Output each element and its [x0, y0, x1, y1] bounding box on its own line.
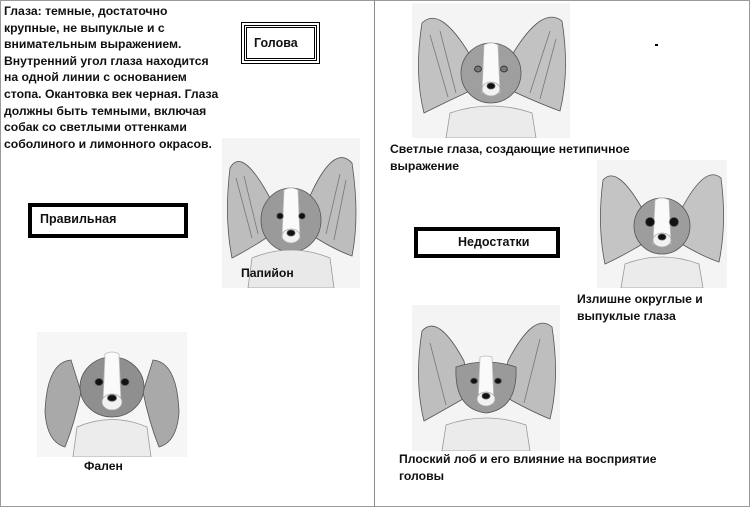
- round-eyes-image: [597, 160, 727, 288]
- correct-box: [28, 203, 188, 238]
- phalene-image: [37, 332, 187, 457]
- flat-forehead-image: [412, 305, 560, 451]
- papillon-sketch-icon: [412, 305, 560, 451]
- faults-box: [414, 227, 560, 258]
- head-box-label: Голова: [254, 36, 298, 50]
- papillon-sketch-icon: [597, 160, 727, 288]
- phalene-caption: Фален: [84, 459, 123, 473]
- round-eyes-caption: Излишне округлые и выпуклые глаза: [577, 292, 703, 323]
- head-box: [244, 25, 317, 61]
- eyes-description: Глаза: темные, достаточно крупные, не выпуклые и с внимательным выражением. Внутренний угол глаза находится на одной линии с основанием стопа. Окантовка век черная. Глаза должны быть темными, включая собак со светлыми оттенками соболиного и лимонного окрасов.: [4, 4, 219, 151]
- phalene-sketch-icon: [37, 332, 187, 457]
- light-eyes-caption: Светлые глаза, создающие нетипичное выражение: [390, 142, 630, 173]
- papillon-sketch-icon: [412, 3, 570, 138]
- papillon-caption: Папийон: [241, 266, 294, 280]
- dash-mark: [655, 44, 658, 46]
- faults-box-label: Недостатки: [458, 235, 530, 249]
- flat-forehead-caption: Плоский лоб и его влияние на восприятие головы: [399, 451, 699, 484]
- light-eyes-image: [412, 3, 570, 138]
- page-divider: [374, 0, 375, 507]
- correct-box-label: Правильная: [40, 212, 117, 226]
